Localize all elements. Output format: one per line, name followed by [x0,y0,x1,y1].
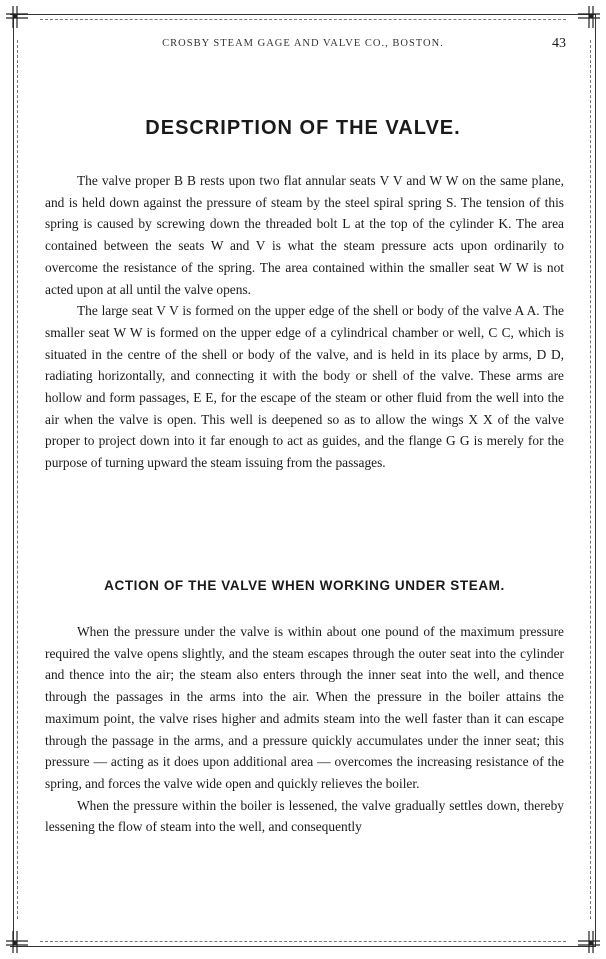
paragraph: When the pressure under the valve is within about one pound of the maximum pressure required the valve opens slightly, and the steam escapes through the outer seat into the cylinder and thence into the air; the steam also enters through the inner seat into the well, and thence through the passages in the arms into the air. When the pressure in the boiler attains the maximum point, the valve rises higher and admits steam into the well faster than it can escape through the passage in the arms, and a pressure quickly accumulates under the inner seat; this pressure — acting as it does upon additional area — overcomes the increasing resistance of the spring, and forces the valve wide open and quickly relieves the boiler. [45,624,564,791]
subsection-body [45,621,564,838]
running-head: CROSBY STEAM GAGE AND VALVE CO., BOSTON. [162,38,444,49]
paragraph: The large seat V V is formed on the upper edge of the shell or body of the valve A A. The smaller seat W W is formed on the upper edge of a cylindrical chamber or well, C C, which is situated in the centre of the shell or body of the valve, and is held in its place by arms, D D, radiating horizontally, and connecting it with the body or shell of the valve. These arms are hollow and form passages, E E, for the escape of the steam or other fluid from the well into the air when the valve is open. This well is deepened so as to allow the wings X X of the valve proper to project down into it far enough to act as guides, and the flange G G is merely for the purpose of turning upward the steam issuing from the passages. [45,303,564,471]
paragraph: The valve proper B B rests upon two flat annular seats V V and W W on the same plane, and is held down against the pressure of steam by the steel spiral spring S. The tension of this spring is caused by screwing down the threaded bolt L at the top of the cylinder K. The area contained between the seats W and V is what the steam pressure acts upon ordinarily to overcome the resistance of the spring. The area contained within the smaller seat W W is not acted upon at all until the valve opens. [45,173,564,297]
section-body [45,170,564,474]
corner-ornament-icon [576,4,602,30]
border-rule-left-inner [17,40,18,919]
border-rule-right [595,14,596,947]
border-rule-left [13,14,14,947]
page-header [40,38,566,54]
border-rule-right-inner [590,40,591,919]
paragraph: When the pressure within the boiler is lessened, the valve gradually settles down, thereby lessening the flow of steam into the well, and consequently [45,797,564,835]
border-rule-bottom-inner [40,941,566,942]
corner-ornament-icon [576,929,602,955]
border-rule-top [10,14,596,15]
corner-ornament-icon [4,929,30,955]
section-title: DESCRIPTION OF THE VALVE. [145,117,461,139]
subsection-title: ACTION OF THE VALVE WHEN WORKING UNDER STEAM. [104,578,505,593]
page-number: 43 [552,36,566,51]
border-rule-bottom [10,946,596,947]
border-rule-top-inner [40,19,566,20]
corner-ornament-icon [4,4,30,30]
